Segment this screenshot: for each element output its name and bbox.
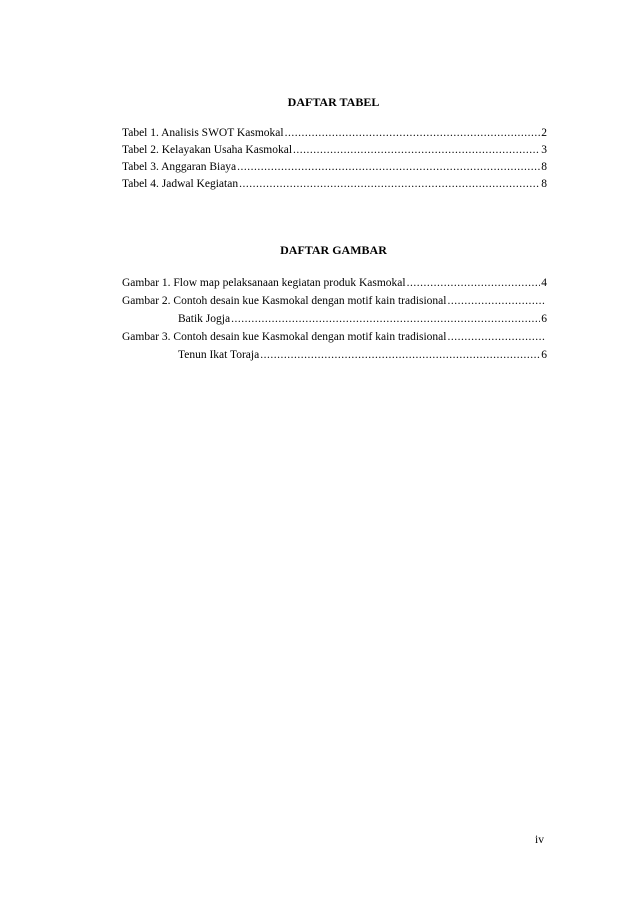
dot-leader [293, 143, 540, 158]
figure-entry-label: Gambar 1. Flow map pelaksanaan kegiatan produk Kasmokal [122, 277, 406, 289]
dot-leader [407, 276, 541, 291]
table-entry-label: Tabel 3. Anggaran Biaya [122, 161, 237, 173]
figure-entry-3 [122, 330, 547, 345]
dot-leader [260, 348, 540, 363]
dot-leader [285, 126, 541, 141]
table-entry-1 [122, 126, 547, 141]
figure-entry-2-continuation [178, 312, 547, 327]
table-entry-page: 8 [541, 161, 547, 173]
figure-entry-continuation: Batik Jogja [178, 313, 231, 325]
dot-leader [447, 294, 546, 309]
page-number: iv [535, 834, 544, 846]
figure-entry-continuation: Tenun Ikat Toraja [178, 349, 260, 361]
figure-entry-label: Gambar 2. Contoh desain kue Kasmokal dengan motif kain tradisional [122, 295, 447, 307]
dot-leader [231, 312, 540, 327]
table-entry-page: 8 [541, 178, 547, 190]
figure-entry-3-continuation [178, 348, 547, 363]
dot-leader [237, 160, 540, 175]
table-entry-3 [122, 160, 547, 175]
figure-entry-page: 6 [541, 349, 547, 361]
table-entry-page: 3 [541, 144, 547, 156]
table-entry-2 [122, 143, 547, 158]
figure-entry-2 [122, 294, 547, 309]
table-entry-4 [122, 177, 547, 192]
table-entry-label: Tabel 2. Kelayakan Usaha Kasmokal [122, 144, 293, 156]
figure-entry-page: 6 [541, 313, 547, 325]
dot-leader [447, 330, 546, 345]
dot-leader [239, 177, 540, 192]
table-entry-page: 2 [541, 127, 547, 139]
figure-entry-1 [122, 276, 547, 291]
table-entry-label: Tabel 1. Analisis SWOT Kasmokal [122, 127, 284, 139]
table-entry-label: Tabel 4. Jadwal Kegiatan [122, 178, 239, 190]
tables-heading: DAFTAR TABEL [287, 95, 380, 109]
figures-heading: DAFTAR GAMBAR [280, 243, 387, 257]
figure-entry-label: Gambar 3. Contoh desain kue Kasmokal dengan motif kain tradisional [122, 331, 447, 343]
figure-entry-page: 4 [541, 277, 547, 289]
